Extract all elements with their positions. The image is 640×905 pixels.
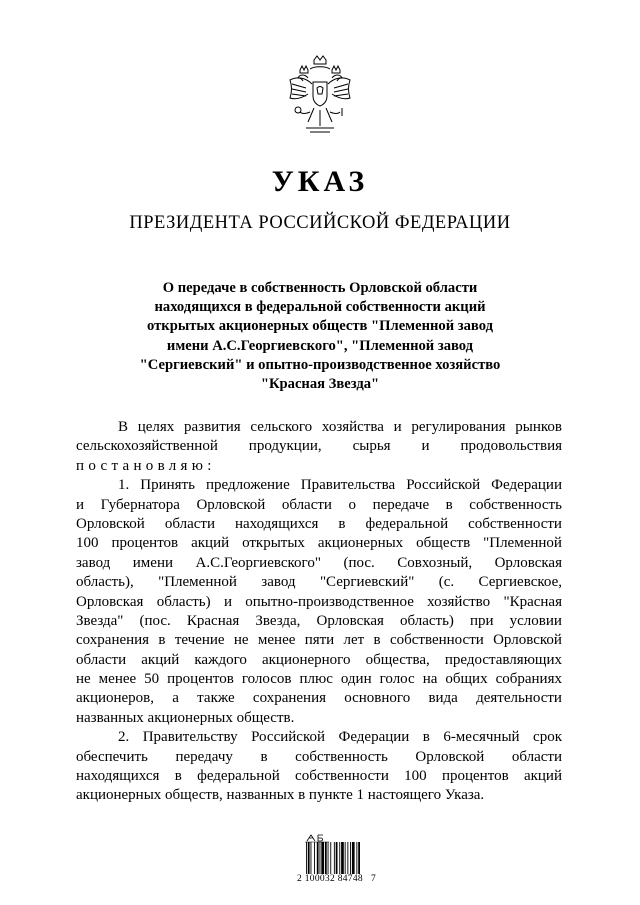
initials-mark [305, 830, 331, 840]
heading-line: "Сергиевский" и опытно-производственное хозяйство [139, 356, 501, 373]
decree-heading [60, 279, 580, 394]
document-subtitle: ПРЕЗИДЕНТА РОССИЙСКОЙ ФЕДЕРАЦИИ [129, 213, 511, 233]
heading-line: имени А.С.Георгиевского", "Племенной завод [166, 337, 474, 354]
text-line: не менее 50 процентов голосов плюс один голос на общих собраниях [76, 671, 562, 688]
heading-line: "Красная Звезда" [260, 376, 380, 393]
heading-line: О передаче в собственность Орловской области [162, 280, 478, 296]
text-line: акционеров, а также сохранения основного вида деятельности [76, 690, 562, 707]
text-line: 2. Правительству Российской Федерации в 6-месячный срок [118, 729, 562, 746]
barcode [306, 842, 380, 874]
decree-body [76, 418, 562, 806]
text-line: Орловская область) и опытно-производственное хозяйство "Красная [76, 593, 562, 610]
text-line: Звезда" (пос. Красная Звезда, Орловская область) при условии [76, 612, 562, 629]
text-line: В целях развития сельского хозяйства и регулирования рынков [118, 419, 562, 435]
barcode-number: 2 100032 84748 7 [297, 874, 377, 884]
text-line: находящихся в федеральной собственности 100 процентов акций [76, 768, 562, 785]
heading-line: открытых акционерных обществ "Племенной завод [147, 318, 493, 335]
text-line: области акций каждого акционерного общества, предоставляющих [76, 651, 562, 668]
text-line: обеспечить передачу в собственность Орловской области [76, 748, 562, 765]
text-line: названных акционерных обществ. [76, 709, 295, 726]
coat-of-arms-emblem [286, 54, 354, 140]
text-line: сельскохозяйственной продукции, сырья и продовольствия [76, 438, 562, 455]
text-line: постановляю: [76, 457, 216, 474]
text-line: и Губернатора Орловской области о передаче в собственность [76, 496, 562, 513]
intro-paragraph [76, 418, 562, 476]
text-line: 100 процентов акций открытых акционерных обществ "Племенной [76, 535, 562, 552]
text-line: завод имени А.С.Георгиевского" (пос. Совхозный, Орловская [76, 554, 562, 571]
text-line: область), "Племенной завод "Сергиевский" (с. Сергиевское, [76, 574, 562, 591]
text-line: акционерных обществ, названных в пункте 1 настоящего Указа. [76, 787, 485, 804]
text-line: 1. Принять предложение Правительства Российской Федерации [118, 477, 562, 494]
text-line: сохранения в течение не менее пяти лет в собственности Орловской [76, 632, 562, 649]
paragraph-1 [76, 476, 562, 728]
heading-line: находящихся в федеральной собственности акций [154, 299, 486, 316]
paragraph-2 [76, 728, 562, 806]
text-line: Орловской области находящихся в федеральной собственности [76, 515, 562, 532]
document-title: УКАЗ [271, 165, 369, 198]
